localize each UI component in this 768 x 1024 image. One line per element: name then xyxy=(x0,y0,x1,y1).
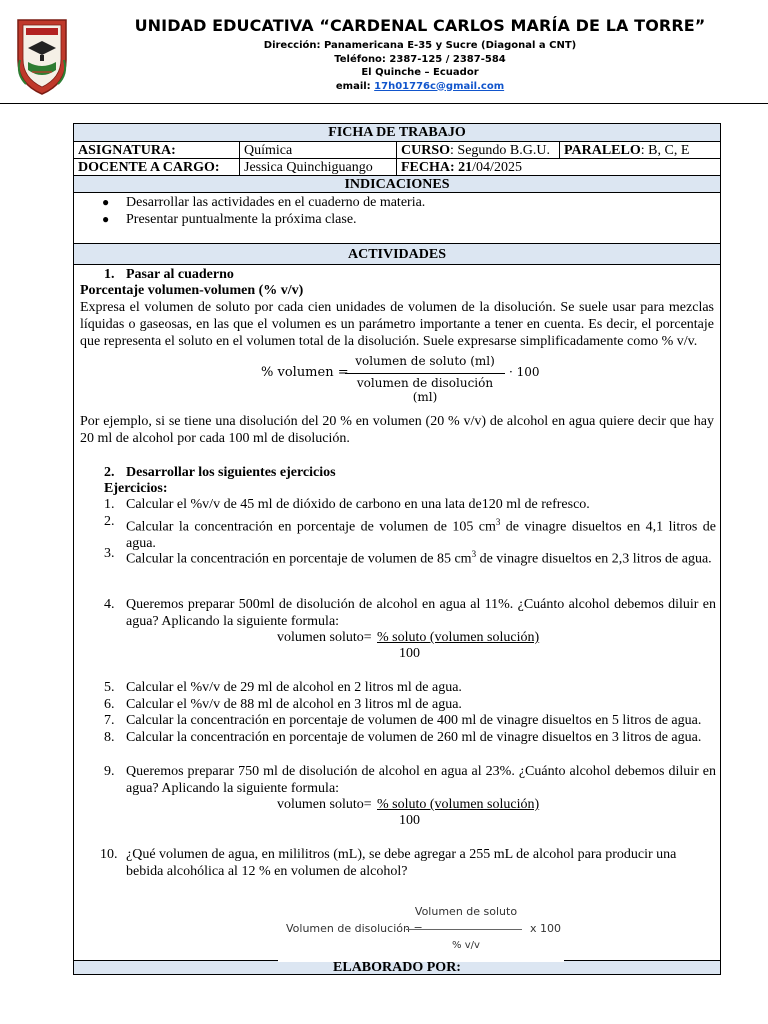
exercise-text: Queremos preparar 750 ml de disolución de alcohol en agua al 23%. ¿Cuánto alcohol debemos diluir en agua? Aplicando la siguiente formula: xyxy=(126,764,716,796)
school-phone: Teléfono: 2387-125 / 2387-584 xyxy=(334,53,506,65)
exercise-number: 6. xyxy=(104,697,115,712)
exercise-text xyxy=(126,546,716,568)
exercise-number: 2. xyxy=(104,514,115,529)
bullet-icon: ● xyxy=(102,212,110,226)
instructions-title: INDICACIONES xyxy=(74,176,720,193)
activity-1-subtitle: Porcentaje volumen-volumen (% v/v) xyxy=(80,283,304,298)
exercise-number: 9. xyxy=(104,764,115,779)
exercise-text: Calcular el %v/v de 88 ml de alcohol en 3 litros ml de agua. xyxy=(126,697,462,712)
exercise-text: Calcular el %v/v de 45 ml de dióxido de carbono en una lata de120 ml de refresco. xyxy=(126,497,590,512)
email-link[interactable]: 17h01776c@gmail.com xyxy=(374,80,505,92)
date-value: /04/2025 xyxy=(472,160,522,175)
formula-denominator: volumen de disolución (ml) xyxy=(356,376,494,404)
header-divider xyxy=(0,103,768,104)
superscript: 3 xyxy=(495,517,501,527)
exercises-label: Ejercicios: xyxy=(104,481,168,496)
school-name: UNIDAD EDUCATIVA “CARDENAL CARLOS MARÍA DE LA TORRE” xyxy=(134,16,706,35)
exercise-number: 1. xyxy=(104,497,115,512)
exercise-text-part: Calcular la concentración en porcentaje de volumen de 85 cm xyxy=(126,551,472,567)
exercise-number: 7. xyxy=(104,713,115,728)
school-email-line xyxy=(80,80,760,94)
school-city: El Quinche – Ecuador xyxy=(361,67,479,78)
activity-1-title: Pasar al cuaderno xyxy=(126,267,234,282)
exercise-number: 3. xyxy=(104,546,115,561)
activity-2-title: Desarrollar los siguientes ejercicios xyxy=(126,465,336,480)
exercise-text: ¿Qué volumen de agua, en mililitros (mL), se debe agregar a 255 mL de alcohol para producir una bebida alcohólica al 12 % en volumen de alcohol? xyxy=(126,847,677,879)
teacher-label: DOCENTE A CARGO: xyxy=(78,160,220,175)
exercise-text-part: Calcular la concentración en porcentaje de volumen de 105 cm xyxy=(126,519,496,535)
instructions-box xyxy=(74,193,720,244)
school-address: Dirección: Panamericana E-35 y Sucre (Diagonal a CNT) xyxy=(263,40,577,51)
course-cell xyxy=(396,142,559,158)
solute-formula-denominator: 100 xyxy=(399,813,420,828)
dilution-volume-formula xyxy=(210,898,570,958)
sheet-title: FICHA DE TRABAJO xyxy=(74,124,720,142)
parallel-label: PARALELO xyxy=(564,143,641,158)
exercise-number: 5. xyxy=(104,680,115,695)
footer-band xyxy=(74,960,720,974)
activity-1-paragraph: Expresa el volumen de soluto por cada cien unidades de volumen de la disolución. Se suele usar para mezclas líquidas o gaseosas, en las que el volumen es un parámetro importante a tener en cuenta. Es decir, el porcentaje que representa el soluto en el volumen total de la disolución. Suele expresarse simplificadamente como % v/v. xyxy=(80,300,714,349)
formula-multiplier: · 100 xyxy=(509,365,540,379)
exercise-text: Calcular el %v/v de 29 ml de alcohol en 2 litros ml de agua. xyxy=(126,680,462,695)
subject-value: Química xyxy=(239,142,396,158)
solute-formula-lhs: volumen soluto= xyxy=(277,797,372,812)
exercise-number: 4. xyxy=(104,597,115,612)
parallel-cell xyxy=(559,142,720,158)
info-row-teacher xyxy=(74,159,720,176)
subject-label: ASIGNATURA: xyxy=(78,143,176,158)
activities-title: ACTIVIDADES xyxy=(74,244,720,265)
formula-numerator: volumen de soluto (ml) xyxy=(355,354,495,368)
solute-formula-denominator: 100 xyxy=(399,646,420,661)
dilution-formula-lhs: Volumen de disolución = xyxy=(286,922,423,935)
instruction-item: Desarrollar las actividades en el cuaderno de materia. xyxy=(126,195,426,210)
bullet-icon: ● xyxy=(102,195,110,209)
activity-1-example: Por ejemplo, si se tiene una disolución del 20 % en volumen (20 % v/v) de alcohol en agua quiere decir que hay 20 ml de alcohol por cada 100 ml de disolución. xyxy=(80,414,714,446)
email-label: email: xyxy=(335,80,371,92)
exercise-text-part: de vinagre disueltos en 4,1 litros de agua. xyxy=(126,519,716,552)
solute-formula-lhs: volumen soluto= xyxy=(277,630,372,645)
exercise-text: Calcular la concentración en porcentaje de volumen de 400 ml de vinagre disueltos en 5 litros de agua. xyxy=(126,713,702,728)
exercise-number: 10. xyxy=(100,847,118,862)
course-value: : Segundo B.G.U. xyxy=(450,143,550,158)
solute-formula-numerator: % soluto (volumen solución) xyxy=(377,797,540,812)
dilution-formula-denominator: % v/v xyxy=(452,940,480,951)
solute-formula-numerator: % soluto (volumen solución) xyxy=(377,630,540,645)
activity-2-number: 2. xyxy=(104,465,115,480)
elaborated-by-label: ELABORADO POR: xyxy=(333,960,461,975)
activity-1-number: 1. xyxy=(104,267,115,282)
exercise-number: 8. xyxy=(104,730,115,745)
fraction-bar xyxy=(406,929,522,930)
exercise-text: Calcular la concentración en porcentaje de volumen de 260 ml de vinagre disueltos en 3 litros de agua. xyxy=(126,730,702,745)
instruction-item: Presentar puntualmente la próxima clase. xyxy=(126,212,357,227)
volume-percent-formula xyxy=(185,350,545,404)
course-label: CURSO xyxy=(401,143,451,158)
dilution-formula-multiplier: x 100 xyxy=(530,922,562,935)
dilution-formula-numerator: Volumen de soluto xyxy=(414,905,518,918)
work-sheet xyxy=(73,123,721,975)
date-label: FECHA: 21 xyxy=(401,160,473,175)
info-row-subject xyxy=(74,142,720,159)
letterhead xyxy=(0,0,768,104)
fraction-bar xyxy=(345,373,505,374)
formula-lhs: % volumen = xyxy=(261,365,349,380)
parallel-value: : B, C, E xyxy=(640,143,690,158)
school-crest-logo xyxy=(14,14,70,96)
teacher-value: Jessica Quinchiguango xyxy=(239,159,396,175)
exercise-text-part: de vinagre disueltos en 2,3 litros de agua. xyxy=(476,551,712,567)
superscript: 3 xyxy=(471,549,477,559)
date-cell xyxy=(396,159,720,175)
exercise-text: Queremos preparar 500ml de disolución de alcohol en agua al 11%. ¿Cuánto alcohol debemos diluir en agua? Aplicando la siguiente formula: xyxy=(126,597,716,629)
